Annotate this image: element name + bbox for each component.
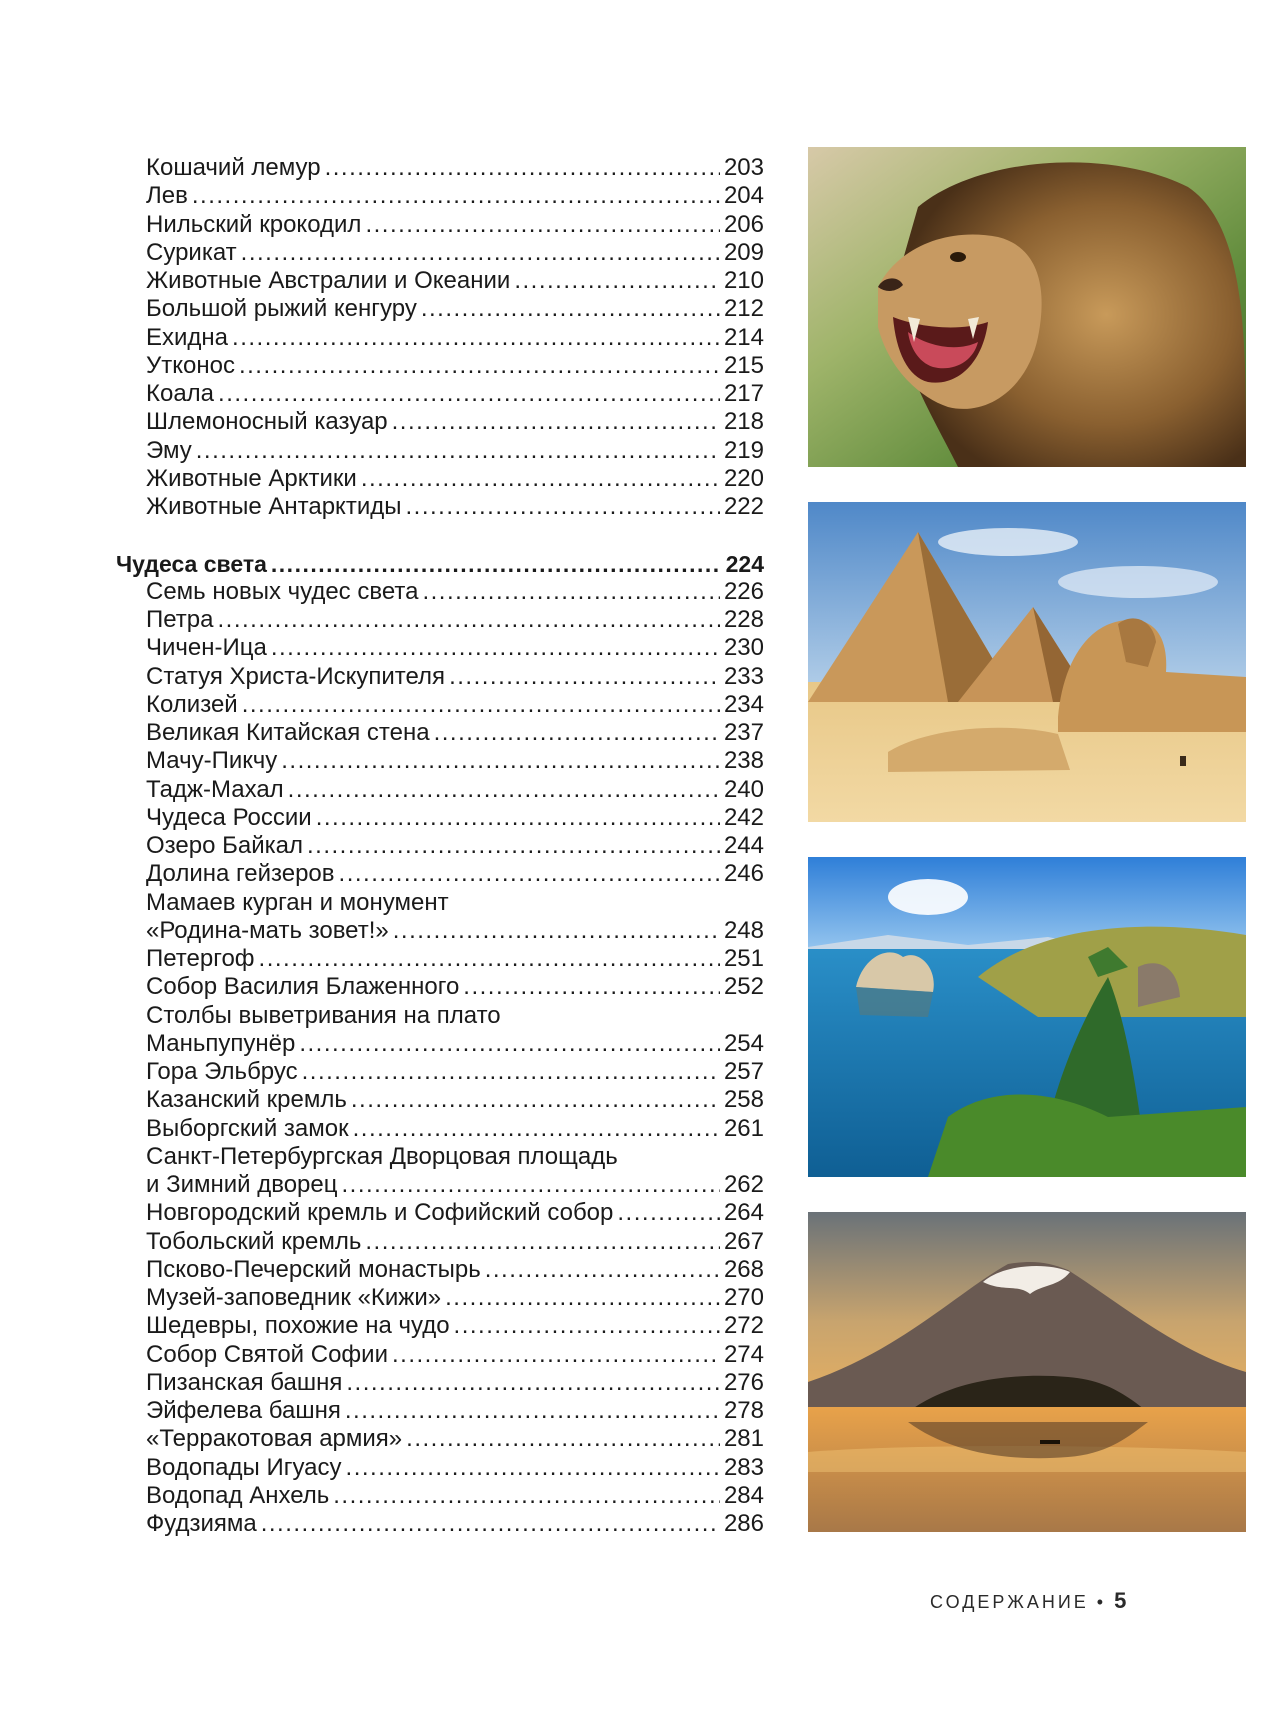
toc-entry-page: 262 xyxy=(723,1171,764,1198)
toc-entry xyxy=(116,776,764,804)
toc-entry-page: 251 xyxy=(723,945,764,972)
dot-leader xyxy=(422,578,720,606)
toc-entry-title: Статуя Христа-Искупителя xyxy=(146,662,446,690)
toc-entry xyxy=(116,1002,764,1030)
toc-entry-page: 258 xyxy=(723,1086,764,1114)
toc-entry xyxy=(116,1369,764,1397)
toc-entry-page: 268 xyxy=(723,1255,764,1283)
dot-leader xyxy=(192,182,720,210)
toc-entry-title: Великая Китайская стена xyxy=(146,719,430,746)
toc-entry-title: Нильский крокодил xyxy=(146,210,362,238)
toc-entry-title: Тобольский кремль xyxy=(146,1227,362,1255)
toc-entry xyxy=(116,578,764,606)
dot-leader xyxy=(353,1115,720,1143)
fuji-photo xyxy=(808,1212,1246,1532)
dot-leader xyxy=(449,663,720,691)
toc-entry xyxy=(116,1341,764,1369)
toc-entry xyxy=(116,860,764,888)
dot-leader xyxy=(218,380,720,408)
toc-entry-page: 272 xyxy=(723,1312,764,1340)
table-of-contents xyxy=(116,154,764,1538)
dot-leader xyxy=(346,1369,720,1397)
toc-entry-page: 244 xyxy=(723,832,764,859)
toc-entry-page: 210 xyxy=(723,267,764,294)
toc-entry-page: 237 xyxy=(723,719,764,746)
toc-entry-page: 242 xyxy=(723,803,764,831)
toc-entry xyxy=(116,1115,764,1143)
toc-entry-page: 246 xyxy=(723,860,764,888)
toc-entry-title: Мамаев курган и монумент xyxy=(146,888,449,916)
toc-entry xyxy=(116,804,764,832)
toc-entry-title: Сурикат xyxy=(146,238,237,266)
dot-leader xyxy=(345,1397,720,1425)
toc-entry xyxy=(116,889,764,917)
toc-section-heading xyxy=(116,550,764,578)
toc-entry xyxy=(116,465,764,493)
toc-entry-title: Шедевры, похожие на чудо xyxy=(146,1312,450,1340)
toc-entry-page: 220 xyxy=(723,464,764,492)
toc-entry-title: Мачу-Пикчу xyxy=(146,747,278,775)
toc-entry-title: Животные Антарктиды xyxy=(146,493,402,520)
toc-entry xyxy=(116,408,764,436)
toc-entry-title: Собор Святой Софии xyxy=(146,1340,388,1368)
toc-entry-title: Чичен-Ица xyxy=(146,634,267,662)
toc-entry xyxy=(116,1030,764,1058)
toc-entry-page: 214 xyxy=(723,323,764,351)
toc-entry-page: 254 xyxy=(723,1029,764,1057)
toc-entry-page: 286 xyxy=(723,1510,764,1537)
toc-entry-title: Эйфелева башня xyxy=(146,1397,341,1424)
toc-entry xyxy=(116,182,764,210)
toc-entry xyxy=(116,634,764,662)
toc-entry xyxy=(116,1199,764,1227)
toc-entry xyxy=(116,663,764,691)
dot-leader xyxy=(302,1058,720,1086)
dot-leader xyxy=(232,324,720,352)
dot-leader xyxy=(405,493,719,521)
dot-leader xyxy=(421,295,720,323)
toc-entry-page: 219 xyxy=(723,436,764,464)
toc-entry-title: Лев xyxy=(146,182,188,210)
toc-entry-title: Семь новых чудес света xyxy=(146,577,419,605)
toc-entry-title: Новгородский кремль и Софийский собор xyxy=(146,1199,614,1227)
running-header: СОДЕРЖАНИЕ xyxy=(930,1592,1089,1612)
toc-entry xyxy=(116,1510,764,1538)
toc-entry-title: Фудзияма xyxy=(146,1510,257,1537)
toc-entry-page: 217 xyxy=(723,380,764,407)
toc-entry xyxy=(116,1397,764,1425)
toc-entry-title: Санкт-Петербургская Дворцовая площадь xyxy=(146,1142,618,1170)
lion-photo xyxy=(808,147,1246,467)
toc-entry-title: Чудеса России xyxy=(146,803,312,831)
toc-entry xyxy=(116,719,764,747)
toc-entry xyxy=(116,945,764,973)
lake-baikal-photo xyxy=(808,857,1246,1177)
toc-entry xyxy=(116,832,764,860)
toc-entry-title: Коала xyxy=(146,380,215,407)
toc-entry-title: Выборгский замок xyxy=(146,1114,349,1142)
toc-entry-title: Большой рыжий кенгуру xyxy=(146,295,417,323)
toc-entry-page: 240 xyxy=(723,775,764,803)
toc-entry-page: 234 xyxy=(723,690,764,718)
dot-leader xyxy=(259,945,720,973)
toc-entry-title: Чудеса света xyxy=(116,550,267,577)
toc-entry-page: 204 xyxy=(723,182,764,210)
toc-entry-title: Псково-Печерский монастырь xyxy=(146,1255,481,1283)
toc-entry-title: Собор Василия Блаженного xyxy=(146,973,460,1001)
dot-leader xyxy=(241,239,720,267)
toc-entry-title: Колизей xyxy=(146,690,238,718)
toc-entry xyxy=(116,352,764,380)
toc-entry-title: Эму xyxy=(146,436,192,464)
toc-entry-page: 222 xyxy=(723,493,764,520)
toc-entry-page: 218 xyxy=(723,408,764,436)
dot-leader xyxy=(445,1284,720,1312)
dot-leader xyxy=(393,917,720,945)
toc-entry-title: Гора Эльбрус xyxy=(146,1058,298,1085)
toc-entry-page: 257 xyxy=(723,1058,764,1085)
dot-leader xyxy=(196,437,720,465)
toc-entry-page: 267 xyxy=(723,1227,764,1255)
toc-entry-page: 226 xyxy=(723,577,764,605)
dot-leader xyxy=(514,267,720,295)
dot-leader xyxy=(307,832,720,860)
toc-entry xyxy=(116,437,764,465)
toc-entry-page: 228 xyxy=(723,606,764,633)
toc-entry xyxy=(116,973,764,1001)
dot-leader xyxy=(361,465,720,493)
dot-leader xyxy=(351,1086,720,1114)
toc-entry-title: «Родина-мать зовет!» xyxy=(146,916,389,944)
toc-entry-page: 274 xyxy=(723,1340,764,1368)
toc-entry-title: Животные Арктики xyxy=(146,464,357,492)
dot-leader xyxy=(617,1199,720,1227)
dot-leader xyxy=(365,1228,720,1256)
dot-leader xyxy=(485,1256,720,1284)
toc-entry xyxy=(116,747,764,775)
toc-entry-title: Петергоф xyxy=(146,945,255,972)
dot-leader xyxy=(346,1454,720,1482)
dot-leader xyxy=(271,634,720,662)
toc-entry xyxy=(116,239,764,267)
toc-entry-page: 206 xyxy=(723,210,764,238)
toc-entry-page: 261 xyxy=(723,1114,764,1142)
toc-entry-page: 230 xyxy=(723,634,764,662)
toc-entry-page: 283 xyxy=(723,1453,764,1481)
toc-entry xyxy=(116,1058,764,1086)
dot-leader xyxy=(339,860,720,888)
toc-entry-title: Животные Австралии и Океании xyxy=(146,267,511,294)
toc-entry xyxy=(116,1425,764,1453)
toc-entry xyxy=(116,1086,764,1114)
toc-entry xyxy=(116,211,764,239)
toc-entry-page: 264 xyxy=(723,1199,764,1227)
toc-entry-page: 209 xyxy=(723,238,764,266)
toc-entry xyxy=(116,1171,764,1199)
toc-entry xyxy=(116,917,764,945)
dot-leader xyxy=(316,804,720,832)
toc-entry-page: 238 xyxy=(723,747,764,775)
toc-entry xyxy=(116,1284,764,1312)
dot-leader xyxy=(434,719,720,747)
toc-entry xyxy=(116,1454,764,1482)
dot-leader xyxy=(392,1341,720,1369)
toc-entry-title: Столбы выветривания на плато xyxy=(146,1001,501,1029)
dot-leader xyxy=(281,747,720,775)
toc-entry-title: Казанский кремль xyxy=(146,1086,347,1114)
toc-entry-page: 203 xyxy=(723,154,764,181)
toc-entry-page: 270 xyxy=(723,1284,764,1311)
toc-entry-page: 281 xyxy=(723,1425,764,1453)
toc-entry-title: Маньпупунёр xyxy=(146,1029,296,1057)
dot-leader xyxy=(463,973,720,1001)
toc-spacer xyxy=(116,521,764,549)
dot-leader xyxy=(239,352,720,380)
toc-entry-title: Ехидна xyxy=(146,323,229,351)
dot-leader xyxy=(341,1171,719,1199)
dot-leader xyxy=(365,211,720,239)
dot-leader xyxy=(218,606,720,634)
toc-entry-title: «Терракотовая армия» xyxy=(146,1425,403,1453)
toc-entry-title: Долина гейзеров xyxy=(146,860,335,888)
footer-separator: • xyxy=(1096,1592,1107,1612)
toc-entry-title: Шлемоносный казуар xyxy=(146,408,388,436)
toc-entry xyxy=(116,380,764,408)
toc-entry-title: Кошачий лемур xyxy=(146,154,321,181)
dot-leader xyxy=(454,1312,720,1340)
dot-leader xyxy=(299,1030,720,1058)
dot-leader xyxy=(261,1510,720,1538)
page-number: 5 xyxy=(1114,1588,1127,1613)
toc-entry-page: 248 xyxy=(723,916,764,944)
toc-entry xyxy=(116,1256,764,1284)
toc-entry-page: 276 xyxy=(723,1368,764,1396)
toc-entry-page: 284 xyxy=(723,1481,764,1509)
toc-entry-title: Утконос xyxy=(146,351,235,379)
toc-entry-title: Тадж-Махал xyxy=(146,775,284,803)
toc-entry xyxy=(116,295,764,323)
toc-entry xyxy=(116,691,764,719)
toc-entry xyxy=(116,606,764,634)
toc-entry-title: Музей-заповедник «Кижи» xyxy=(146,1284,442,1311)
dot-leader xyxy=(271,550,720,578)
pyramids-sphinx-photo xyxy=(808,502,1246,822)
toc-entry-title: Озеро Байкал xyxy=(146,832,303,859)
dot-leader xyxy=(288,776,720,804)
dot-leader xyxy=(392,408,720,436)
toc-entry xyxy=(116,1482,764,1510)
toc-entry-title: и Зимний дворец xyxy=(146,1171,338,1198)
toc-entry xyxy=(116,1143,764,1171)
dot-leader xyxy=(406,1425,720,1453)
page-footer xyxy=(930,1588,1126,1614)
toc-entry xyxy=(116,493,764,521)
toc-entry xyxy=(116,267,764,295)
toc-entry-title: Пизанская башня xyxy=(146,1368,343,1396)
toc-entry-title: Петра xyxy=(146,606,214,633)
toc-entry-page: 233 xyxy=(723,662,764,690)
toc-entry-page: 278 xyxy=(723,1397,764,1424)
toc-entry-page: 212 xyxy=(723,295,764,323)
dot-leader xyxy=(333,1482,720,1510)
toc-entry-title: Водопад Анхель xyxy=(146,1481,330,1509)
toc-entry xyxy=(116,154,764,182)
toc-entry-page: 252 xyxy=(723,973,764,1001)
toc-entry xyxy=(116,324,764,352)
toc-entry-title: Водопады Игуасу xyxy=(146,1453,342,1481)
toc-entry-page: 215 xyxy=(723,351,764,379)
dot-leader xyxy=(242,691,720,719)
toc-entry-page: 224 xyxy=(725,550,764,577)
dot-leader xyxy=(325,154,720,182)
toc-entry xyxy=(116,1228,764,1256)
toc-entry xyxy=(116,1312,764,1340)
